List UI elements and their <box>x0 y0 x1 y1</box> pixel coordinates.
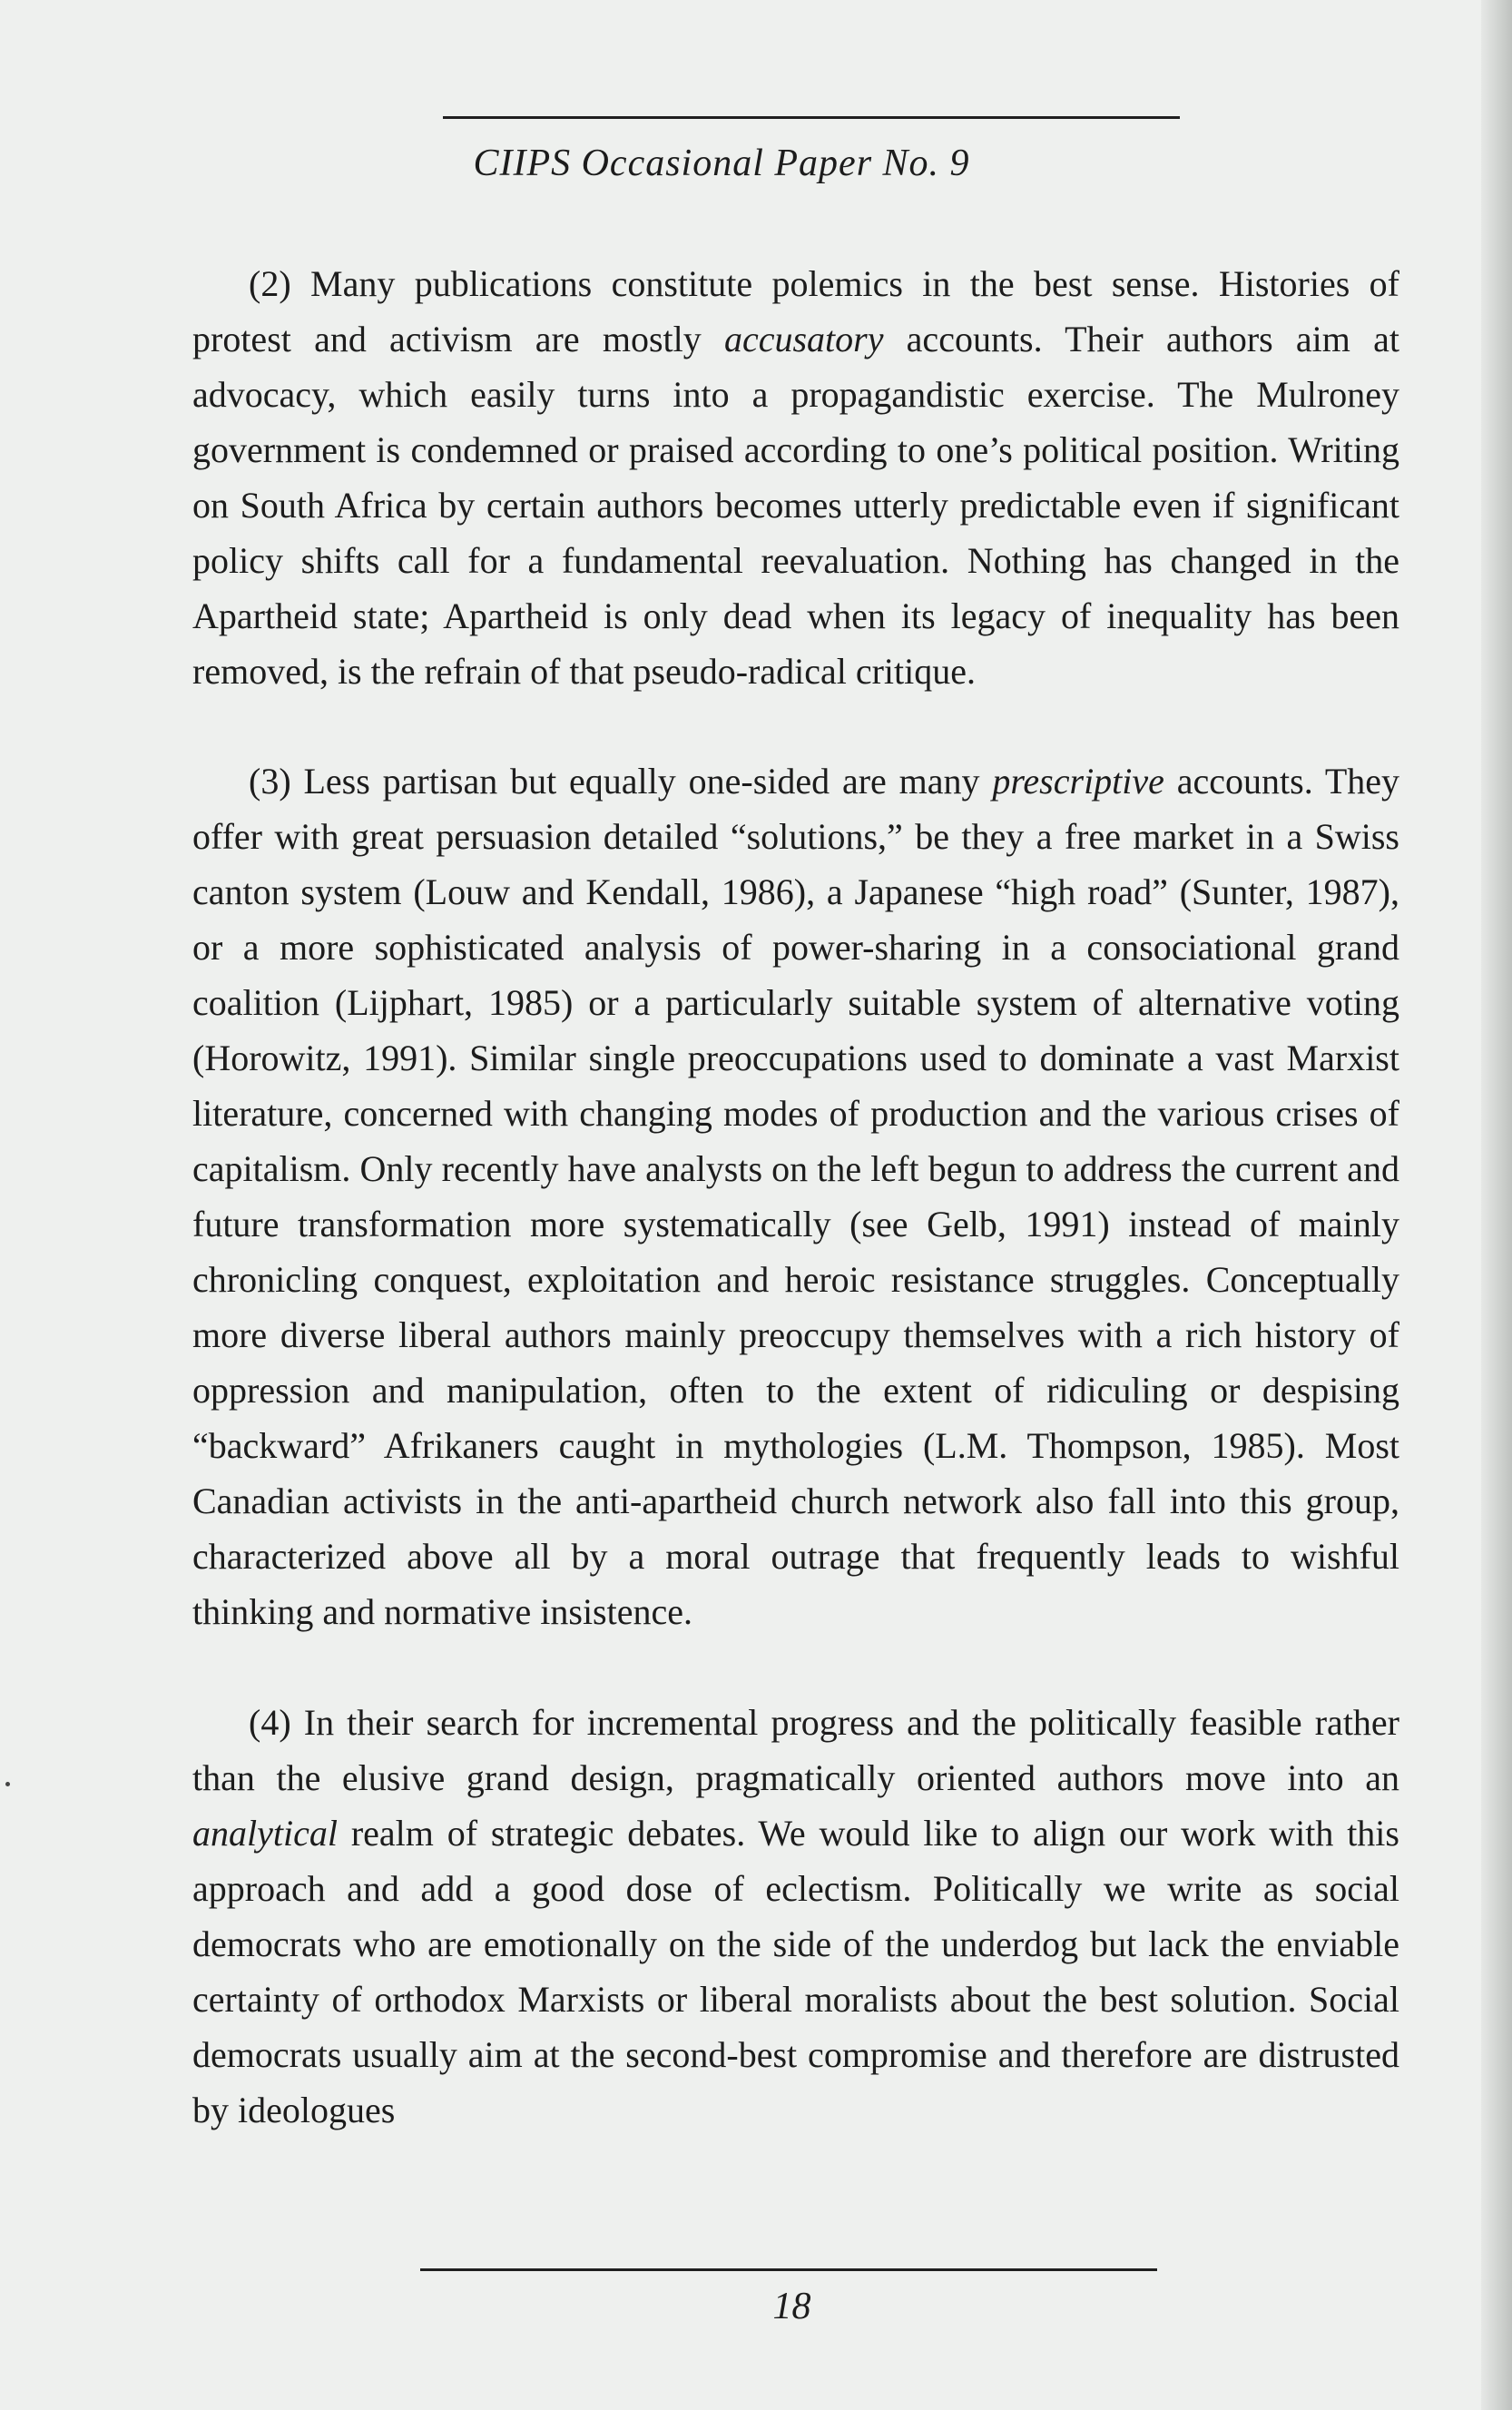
text-run: (4) In their search for incremental progress and the politically feasible rather than the elusive grand design, pragmatically oriented authors move into an <box>192 1702 1399 1798</box>
page-number: 18 <box>772 2286 811 2327</box>
margin-speck <box>5 1782 10 1786</box>
italic-term: analytical <box>192 1813 338 1854</box>
text-run: accounts. They offer with great persuasion detailed “solutions,” be they a free market in a Swiss canton system (Louw and Kendall, 1986), a Japanese “high road” (Sunter, 1987), or a more sophisticated analysis of power-sharing in a consociational grand coalition (Lijphart, 1985) or a particularly suitable system of alternative voting (Horowitz, 1991). Similar single preoccupations used to dominate a vast Marxist literature, concerned with changing modes of production and the various crises of capitalism. Only recently have analysts on the left begun to address the current and future transformation more systematically (see Gelb, 1991) instead of mainly chronicling conquest, exploitation and heroic resistance struggles. Conceptually more diverse liberal authors mainly preoccupy themselves with a rich history of oppression and manipulation, often to the extent of ridiculing or despising “backward” Afrikaners caught in mythologies (L.M. Thompson, 1985). Most Canadian activists in the anti-apartheid church network also fall into this group, characterized above all by a moral outrage that frequently leads to wishful thinking and normative insistence. <box>192 761 1400 1632</box>
text-run: (2) Many publications constitute polemics in the best sense. Histories of protest and activism are mostly <box>192 263 1399 359</box>
running-header: CIIPS Occasional Paper No. 9 <box>473 143 970 184</box>
body-text <box>192 256 1399 2138</box>
paragraph-3 <box>192 753 1399 1639</box>
italic-term: accusatory <box>723 319 884 359</box>
text-run: realm of strategic debates. We would like to align our work with this approach and add a good dose of eclectism. Politically we write as social democrats who are emotionally on the side of the underdog but lack the enviable certainty of orthodox Marxists or liberal moralists about the best solution. Social democrats usually aim at the second-best compromise and therefore are distrusted by ideologues <box>192 1813 1399 2130</box>
italic-term: prescriptive <box>992 761 1164 802</box>
paragraph-2 <box>192 256 1399 699</box>
page-edge-shadow <box>1481 0 1512 2410</box>
header-rule <box>443 116 1180 119</box>
footer-rule <box>420 2268 1157 2271</box>
text-run: (3) Less partisan but equally one-sided are many <box>249 761 993 802</box>
text-run: accounts. Their authors aim at advocacy, which easily turns into a propagandistic exercise. The Mulroney government is condemned or praised according to one’s political position. Writing on South Africa by certain authors becomes utterly predictable even if significant policy shifts call for a fundamental reevaluation. Nothing has changed in the Apartheid state; Apartheid is only dead when its legacy of inequality has been removed, is the refrain of that pseudo-radical critique. <box>192 319 1399 692</box>
paragraph-4 <box>192 1695 1399 2138</box>
